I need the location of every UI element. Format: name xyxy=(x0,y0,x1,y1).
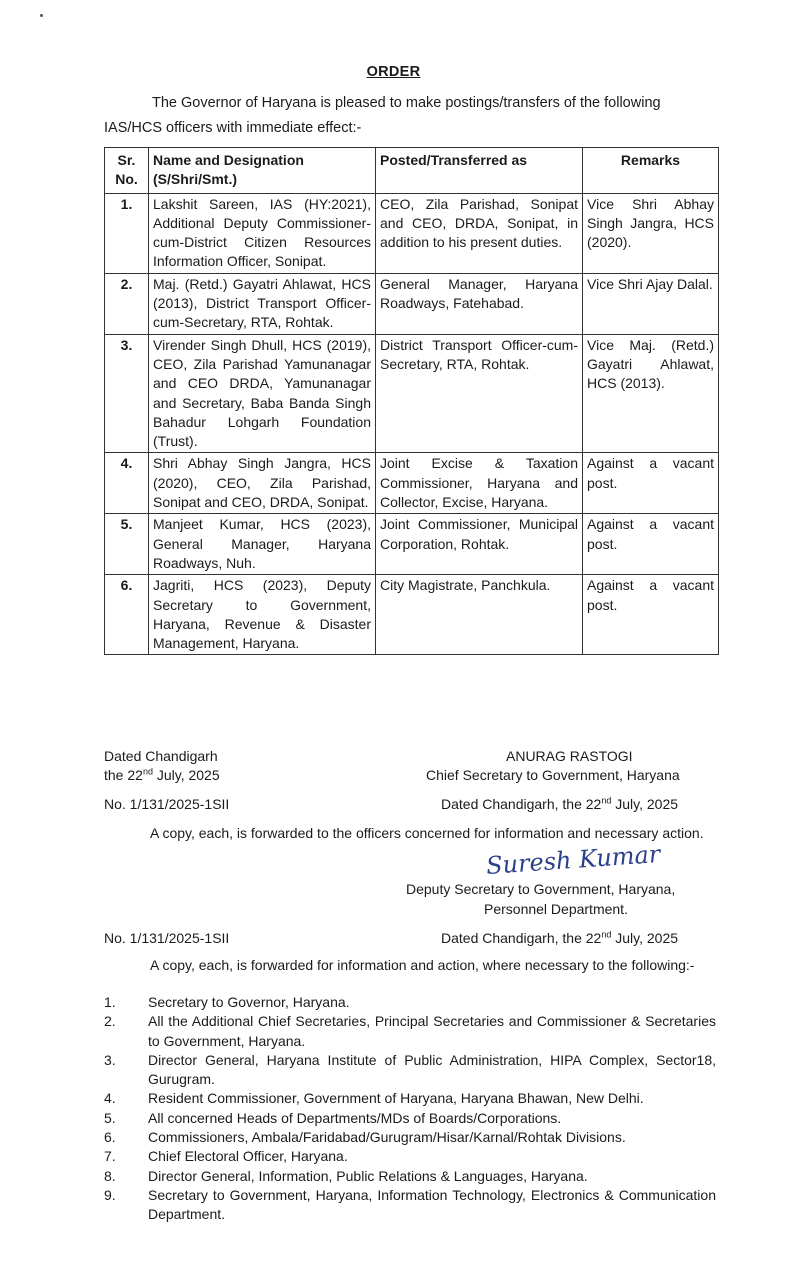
list-item xyxy=(104,1051,716,1090)
list-item-text: All the Additional Chief Secretaries, Principal Secretaries and Commissioner & Secretaries to Government, Haryana. xyxy=(148,1013,716,1049)
list-item-number: 5. xyxy=(104,1109,116,1126)
order-date-prefix: the 22 xyxy=(104,767,143,783)
cell-name: Virender Singh Dhull, HCS (2019), CEO, Zila Parishad Yamunanagar and CEO DRDA, Yamunanagar and Secretary, Baba Banda Singh Bahadur Lohgarh Foundation (Trust). xyxy=(149,334,376,453)
memo1-date-prefix: Dated Chandigarh, the 22 xyxy=(441,796,602,812)
list-item xyxy=(104,1186,716,1225)
list-item-text: Secretary to Government, Haryana, Information Technology, Electronics & Communication Department. xyxy=(148,1186,716,1223)
scan-speck xyxy=(40,14,43,17)
header-remarks: Remarks xyxy=(583,148,719,194)
signatory-designation: Chief Secretary to Government, Haryana xyxy=(426,767,680,783)
list-item xyxy=(104,1147,716,1166)
deputy-department: Personnel Department. xyxy=(484,901,628,917)
intro-line-1: The Governor of Haryana is pleased to make postings/transfers of the following xyxy=(152,95,661,111)
order-date xyxy=(104,767,220,783)
cell-sr: 5. xyxy=(105,514,149,575)
list-item-text: Secretary to Governor, Haryana. xyxy=(148,994,350,1010)
list-item-text: Resident Commissioner, Government of Haryana, Haryana Bhawan, New Delhi. xyxy=(148,1090,644,1107)
order-date-sup: nd xyxy=(142,766,153,777)
cell-name: Manjeet Kumar, HCS (2023), General Manager, Haryana Roadways, Nuh. xyxy=(149,514,376,575)
cell-sr: 3. xyxy=(105,334,149,453)
table-row xyxy=(105,273,719,334)
memo2-date-prefix: Dated Chandigarh, the 22 xyxy=(441,930,602,946)
cell-posted: CEO, Zila Parishad, Sonipat and CEO, DRDA, Sonipat, in addition to his present duties. xyxy=(376,193,583,273)
list-item xyxy=(104,1128,716,1147)
cell-name: Lakshit Sareen, IAS (HY:2021), Additional Deputy Commissioner-cum-District Citizen Resources Information Officer, Sonipat. xyxy=(149,193,376,273)
memo1-date-sup: nd xyxy=(601,795,612,806)
dated-place: Dated Chandigarh xyxy=(104,748,218,764)
order-heading: ORDER xyxy=(366,64,421,80)
intro-line-2: IAS/HCS officers with immediate effect:- xyxy=(104,120,362,136)
distribution-list xyxy=(104,993,716,1225)
cell-remarks: Vice Shri Ajay Dalal. xyxy=(583,273,719,334)
list-item xyxy=(104,1089,716,1108)
list-item-number: 9. xyxy=(104,1186,116,1203)
cell-posted: General Manager, Haryana Roadways, Fatehabad. xyxy=(376,273,583,334)
memo2-date-suffix: July, 2025 xyxy=(611,930,679,946)
cell-remarks: Against a vacant post. xyxy=(583,453,719,514)
list-item xyxy=(104,1167,716,1186)
list-item xyxy=(104,1109,716,1128)
cell-sr: 6. xyxy=(105,575,149,655)
table-row xyxy=(105,193,719,273)
cell-name: Shri Abhay Singh Jangra, HCS (2020), CEO, Zila Parishad, Sonipat and CEO, DRDA, Sonipat. xyxy=(149,453,376,514)
memo2-date-sup: nd xyxy=(601,929,612,940)
list-item-text: Director General, Haryana Institute of Public Administration, HIPA Complex, Sector18, Gurugram. xyxy=(148,1051,716,1088)
memo2-number: No. 1/131/2025-1SII xyxy=(104,930,230,946)
cell-posted: Joint Excise & Taxation Commissioner, Haryana and Collector, Excise, Haryana. xyxy=(376,453,583,514)
list-item-number: 6. xyxy=(104,1129,116,1146)
list-item-number: 1. xyxy=(104,994,116,1010)
list-item-number: 2. xyxy=(104,1013,116,1030)
header-sr-no: Sr. No. xyxy=(105,148,149,194)
cell-sr: 4. xyxy=(105,453,149,514)
cell-posted: City Magistrate, Panchkula. xyxy=(376,575,583,655)
memo1-date xyxy=(441,796,678,812)
cell-remarks: Against a vacant post. xyxy=(583,575,719,655)
cell-sr: 1. xyxy=(105,193,149,273)
list-item-text: All concerned Heads of Departments/MDs of Boards/Corporations. xyxy=(148,1109,562,1126)
cell-posted: Joint Commissioner, Municipal Corporation, Rohtak. xyxy=(376,514,583,575)
header-name-designation: Name and Designation (S/Shri/Smt.) xyxy=(149,148,376,194)
cell-remarks: Vice Shri Abhay Singh Jangra, HCS (2020). xyxy=(583,193,719,273)
list-item-text: Director General, Information, Public Relations & Languages, Haryana. xyxy=(148,1167,588,1184)
list-item-text: Chief Electoral Officer, Haryana. xyxy=(148,1148,348,1165)
list-item-number: 8. xyxy=(104,1167,116,1184)
memo1-number: No. 1/131/2025-1SII xyxy=(104,796,230,812)
memo1-date-suffix: July, 2025 xyxy=(611,796,679,812)
header-posted-as: Posted/Transferred as xyxy=(376,148,583,194)
table-row xyxy=(105,334,719,453)
order-date-suffix: July, 2025 xyxy=(152,767,220,783)
memo2-date xyxy=(441,930,678,946)
signatory-name: ANURAG RASTOGI xyxy=(506,748,633,764)
cell-remarks: Against a vacant post. xyxy=(583,514,719,575)
cell-name: Jagriti, HCS (2023), Deputy Secretary to Government, Haryana, Revenue & Disaster Management, Haryana. xyxy=(149,575,376,655)
list-item-number: 3. xyxy=(104,1051,116,1068)
cell-posted: District Transport Officer-cum-Secretary, RTA, Rohtak. xyxy=(376,334,583,453)
signature: Suresh Kumar xyxy=(485,839,662,881)
cell-sr: 2. xyxy=(105,273,149,334)
deputy-designation: Deputy Secretary to Government, Haryana, xyxy=(406,881,676,897)
list-item xyxy=(104,1012,716,1051)
cell-name: Maj. (Retd.) Gayatri Ahlawat, HCS (2013), District Transport Officer-cum-Secretary, RTA, Rohtak. xyxy=(149,273,376,334)
list-item-number: 4. xyxy=(104,1090,116,1107)
list-item xyxy=(104,993,716,1012)
cell-remarks: Vice Maj. (Retd.) Gayatri Ahlawat, HCS (2013). xyxy=(583,334,719,453)
postings-table xyxy=(104,147,719,655)
list-item-number: 7. xyxy=(104,1148,116,1165)
memo2-copy-text: A copy, each, is forwarded for information and action, where necessary to the following:- xyxy=(150,957,695,973)
table-row xyxy=(105,575,719,655)
table-header-row xyxy=(105,148,719,194)
memo1-copy-text: A copy, each, is forwarded to the officers concerned for information and necessary action. xyxy=(150,825,704,841)
list-item-text: Commissioners, Ambala/Faridabad/Gurugram/Hisar/Karnal/Rohtak Divisions. xyxy=(148,1129,626,1146)
table-row xyxy=(105,514,719,575)
table-row xyxy=(105,453,719,514)
